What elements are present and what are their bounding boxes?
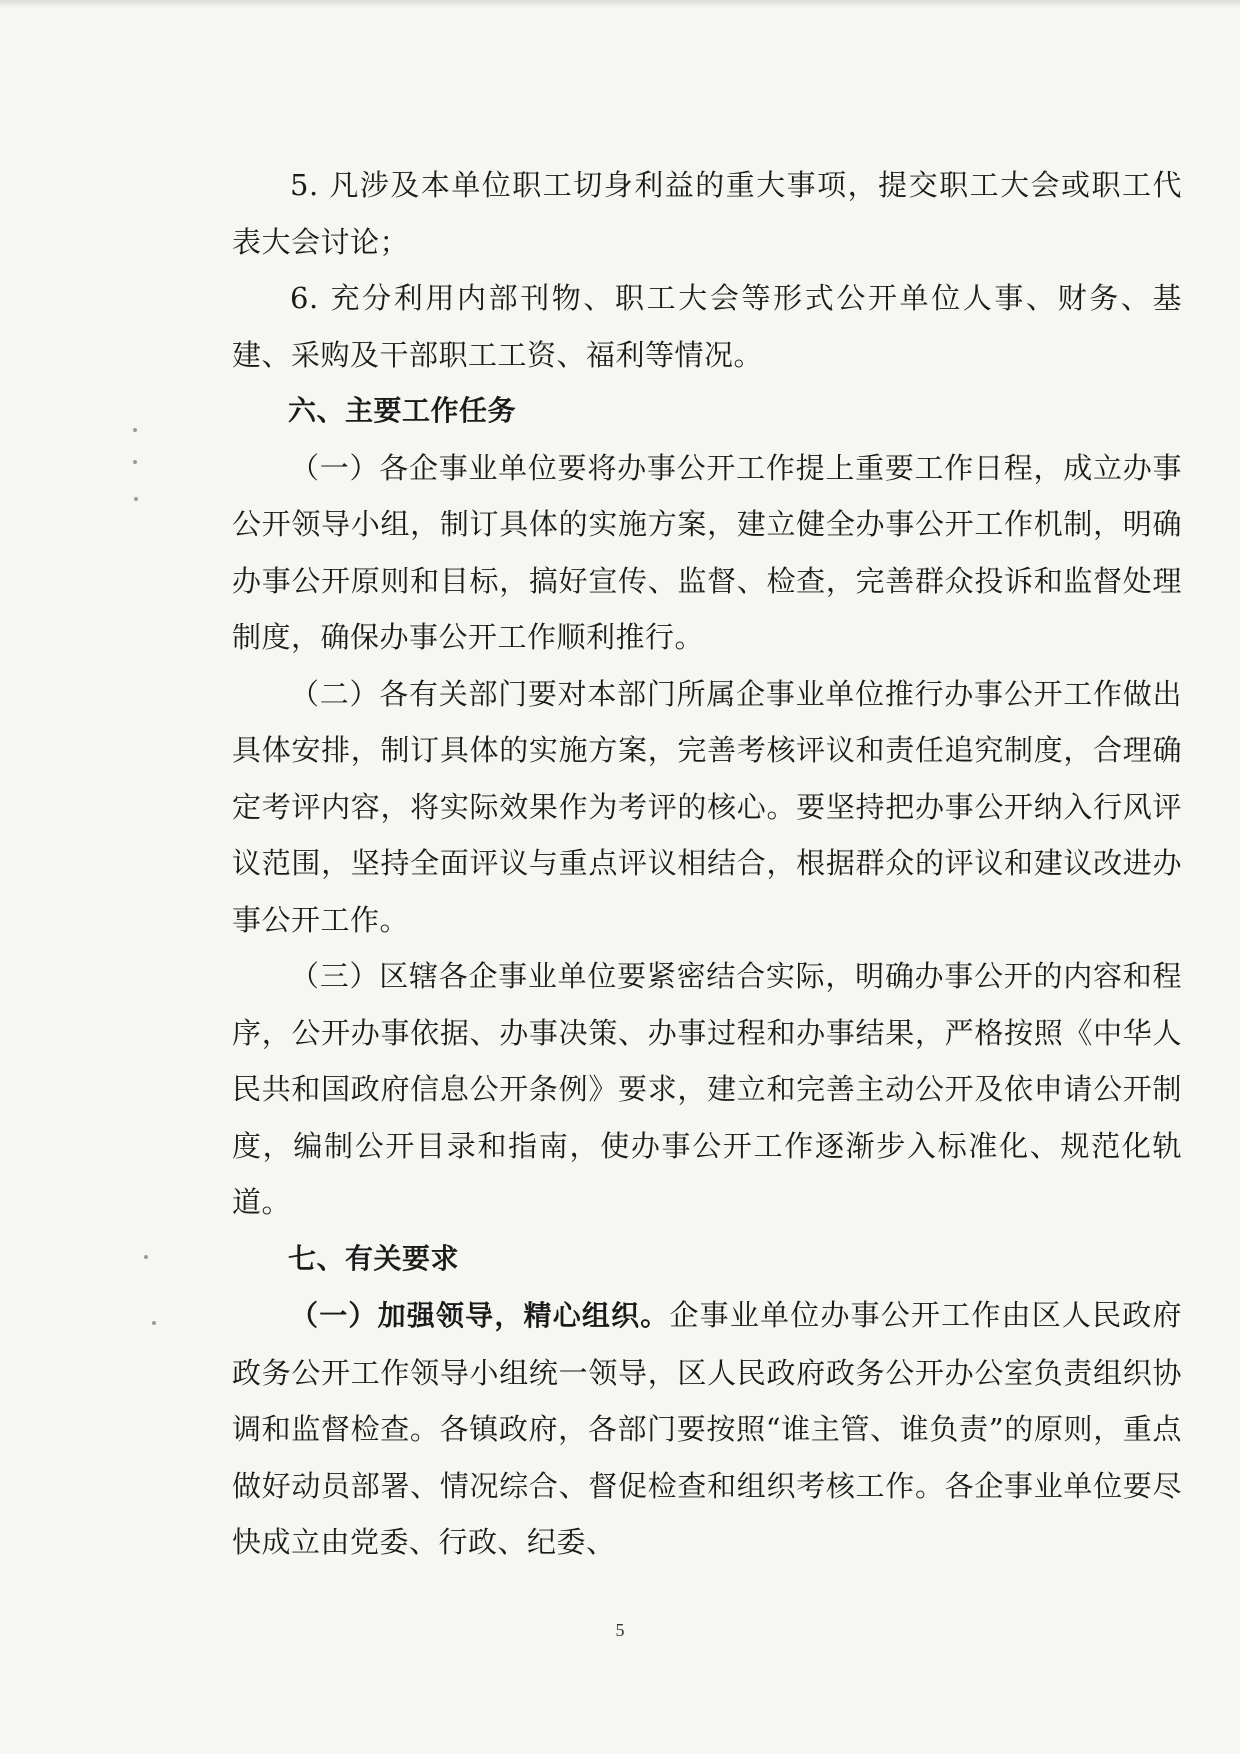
scan-speck bbox=[144, 1255, 148, 1259]
section-7-item-1-body: 企事业单位办事公开工作由区人民政府政务公开工作领导小组统一领导，区人民政府政务公开办公室负责组织协调和监督检查。各镇政府，各部门要按照“谁主管、谁负责”的原则，重点做好动员部署、情况综合、督促检查和组织考核工作。各企事业单位要尽快成立由党委、行政、纪委、 bbox=[232, 1298, 1182, 1559]
page-number: 5 bbox=[615, 1620, 625, 1640]
section-heading-7: 七、有关要求 bbox=[288, 1241, 460, 1275]
section-6-paragraph-1: （一）各企事业单位要将办事公开工作提上重要工作日程，成立办事公开领导小组，制订具体的实施方案，建立健全办事公开工作机制，明确办事公开原则和目标，搞好宣传、监督、检查，完善群众投诉和监督处理制度，确保办事公开工作顺利推行。 bbox=[232, 450, 1182, 654]
section-6-paragraph-2: （二）各有关部门要对本部门所属企事业单位推行办事公开工作做出具体安排，制订具体的实施方案，完善考核评议和责任追究制度，合理确定考评内容，将实际效果作为考评的核心。要坚持把办事公开纳入行风评议范围，坚持全面评议与重点评议相结合，根据群众的评议和建议改进办事公开工作。 bbox=[232, 676, 1182, 937]
scan-speck bbox=[133, 460, 137, 464]
section-6-paragraph-3: （三）区辖各企事业单位要紧密结合实际，明确办事公开的内容和程序，公开办事依据、办事决策、办事过程和办事结果，严格按照《中华人民共和国政府信息公开条例》要求，建立和完善主动公开及依申请公开制度，编制公开目录和指南，使办事公开工作逐渐步入标准化、规范化轨道。 bbox=[232, 959, 1182, 1219]
section-7-paragraph-1 bbox=[232, 1287, 1182, 1571]
section-7-item-1-lead: （一）加强领导，精心组织。 bbox=[290, 1299, 670, 1332]
scan-speck bbox=[133, 428, 137, 432]
scan-speck bbox=[134, 497, 138, 501]
paragraph-item-6: 6. 充分利用内部刊物、职工大会等形式公开单位人事、财务、基建、采购及干部职工工资、福利等情况。 bbox=[232, 281, 1182, 372]
document-body bbox=[232, 157, 1182, 1571]
paragraph-item-5: 5. 凡涉及本单位职工切身利益的重大事项，提交职工大会或职工代表大会讨论； bbox=[232, 168, 1182, 259]
scan-top-edge bbox=[0, 0, 1240, 8]
section-heading-6: 六、主要工作任务 bbox=[288, 394, 517, 427]
scan-speck bbox=[152, 1321, 156, 1325]
